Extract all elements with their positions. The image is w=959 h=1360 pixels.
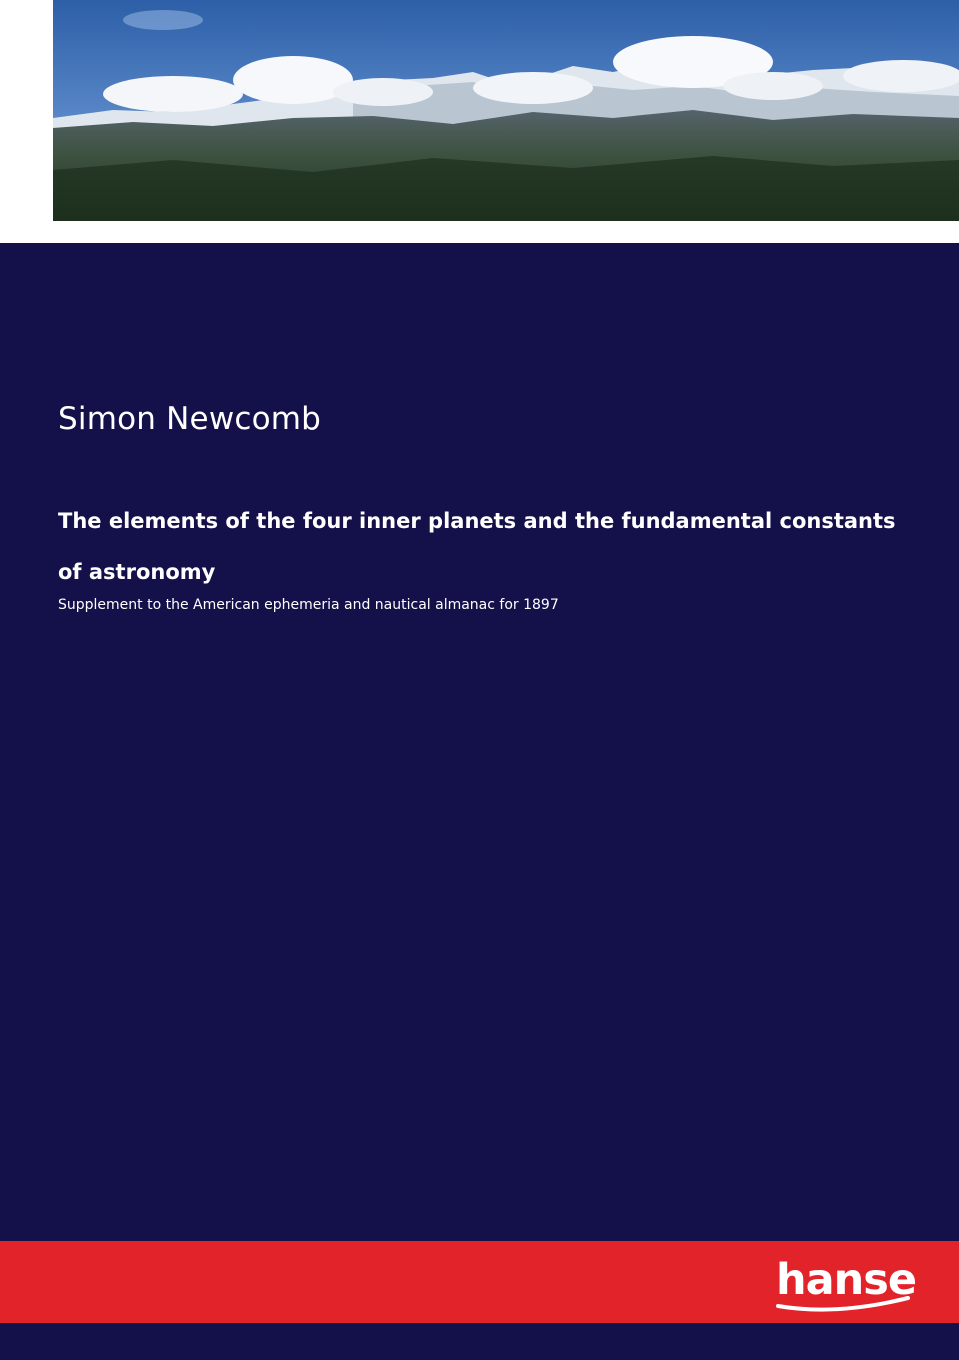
top-white-band: [0, 0, 959, 243]
book-subtitle: Supplement to the American ephemeria and nautical almanac for 1897: [58, 597, 559, 613]
publisher-logo-text: hanse: [776, 1255, 916, 1305]
mountain-panorama-image: [53, 0, 959, 221]
publisher-logo: [776, 1254, 916, 1314]
book-title: The elements of the four inner planets and the fundamental constants of astronomy: [58, 509, 896, 584]
bottom-band: [0, 1323, 959, 1360]
cover-background: [0, 243, 959, 1241]
logo-swoosh-icon: [776, 1294, 912, 1314]
author-name: Simon Newcomb: [58, 401, 322, 437]
